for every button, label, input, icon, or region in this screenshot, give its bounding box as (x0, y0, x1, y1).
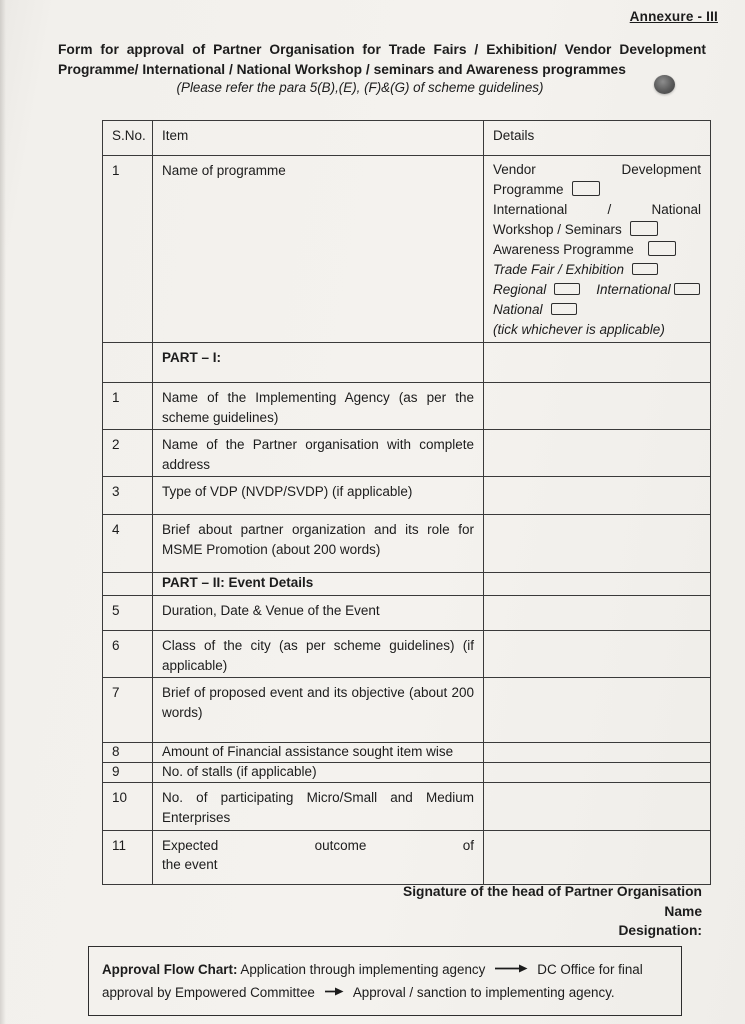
table-row-class-of-city (103, 631, 711, 678)
cell-item: Duration, Date & Venue of the Event (153, 596, 484, 631)
option-line-international-national: International / National (493, 202, 701, 217)
table-row-participating-enterprises (103, 783, 711, 830)
table-row-part2-heading (103, 573, 711, 596)
cell-sno: 2 (103, 430, 153, 477)
option-line-awareness-programme: Awareness Programme (493, 240, 701, 260)
cell-details-empty (484, 830, 711, 884)
cell-sno: 4 (103, 515, 153, 573)
cell-item: Class of the city (as per scheme guidelines) (if applicable) (153, 631, 484, 678)
expected-outcome-line1: Expected outcome of (162, 837, 474, 853)
cell-details-empty (484, 678, 711, 743)
cell-details-empty (484, 573, 711, 596)
form-subtitle: (Please refer the para 5(B),(E), (F)&(G) of scheme guidelines) (176, 80, 544, 95)
table-row-name-of-programme (103, 156, 711, 343)
cell-sno: 11 (103, 830, 153, 884)
table-row-implementing-agency (103, 383, 711, 430)
option-line-national: National (493, 300, 701, 320)
signature-line: Signature of the head of Partner Organisation (403, 884, 702, 899)
option-line-programme: Programme (493, 180, 701, 200)
cell-details-empty (484, 515, 711, 573)
cell-item: Brief about partner organization and its role for MSME Promotion (about 200 words) (153, 515, 484, 573)
cell-details-empty (484, 783, 711, 830)
cell-details-empty (484, 430, 711, 477)
cell-details-empty (484, 631, 711, 678)
flow-step-sanction: Approval / sanction to implementing agency. (352, 985, 615, 1000)
flow-step-application: Application through implementing agency (240, 962, 486, 977)
signature-block (403, 882, 702, 941)
cell-sno: 1 (103, 383, 153, 430)
cell-item: Name of programme (153, 156, 484, 343)
annexure-label: Annexure - III (629, 9, 718, 24)
table-row-partner-organisation (103, 430, 711, 477)
approval-form-table (102, 120, 711, 885)
expected-outcome-line2: the event (162, 857, 218, 873)
cell-item: Name of the Partner organisation with complete address (153, 430, 484, 477)
cell-sno: 9 (103, 763, 153, 783)
cell-item (153, 830, 484, 884)
cell-sno: 5 (103, 596, 153, 631)
cell-details-programme-options (484, 156, 711, 343)
cell-sno: 1 (103, 156, 153, 343)
cell-details-empty (484, 477, 711, 515)
cell-sno: 10 (103, 783, 153, 830)
option-line-workshop-seminars: Workshop / Seminars (493, 220, 701, 240)
option-line-trade-fair-exhibition: Trade Fair / Exhibition (493, 260, 701, 280)
table-row-no-of-stalls (103, 763, 711, 783)
option-line-regional-international: Regional International (493, 280, 701, 300)
cell-sno: 6 (103, 631, 153, 678)
signature-name-line: Name (664, 903, 702, 919)
checkbox-national[interactable] (551, 303, 577, 315)
cell-sno-empty (103, 343, 153, 383)
checkbox-international[interactable] (674, 283, 700, 295)
cell-item: Amount of Financial assistance sought item wise (153, 743, 484, 763)
table-row-type-of-vdp (103, 477, 711, 515)
cell-details-empty (484, 343, 711, 383)
flow-chart-label: Approval Flow Chart: (102, 962, 238, 977)
option-line-vendor-development: Vendor Development (493, 162, 701, 177)
cell-details-empty (484, 383, 711, 430)
cell-sno: 3 (103, 477, 153, 515)
cell-item: Type of VDP (NVDP/SVDP) (if applicable) (153, 477, 484, 515)
table-row-brief-about-partner (103, 515, 711, 573)
cell-sno: 8 (103, 743, 153, 763)
part2-heading: PART – II: Event Details (153, 573, 484, 596)
long-right-arrow-icon (494, 958, 528, 981)
part1-heading: PART – I: (153, 343, 484, 383)
cell-sno-empty (103, 573, 153, 596)
cell-details-empty (484, 743, 711, 763)
signature-designation-line: Designation: (618, 923, 702, 938)
table-row-brief-of-proposed-event (103, 678, 711, 743)
cell-details-empty (484, 596, 711, 631)
table-row-financial-assistance (103, 743, 711, 763)
cell-item: Name of the Implementing Agency (as per the scheme guidelines) (153, 383, 484, 430)
col-header-item: Item (153, 121, 484, 156)
checkbox-regional[interactable] (554, 283, 580, 295)
checkbox-workshop-seminars[interactable] (630, 221, 658, 236)
form-title: Form for approval of Partner Organisation for Trade Fairs / Exhibition/ Vendor Development Programme/ International / National Workshop / seminars and Awareness programmes (58, 42, 706, 77)
tick-instruction: (tick whichever is applicable) (493, 322, 665, 337)
cell-details-empty (484, 763, 711, 783)
table-header-row (103, 121, 711, 156)
checkbox-trade-fair-exhibition[interactable] (632, 263, 658, 275)
cell-item: Brief of proposed event and its objective (about 200 words) (153, 678, 484, 743)
table-row-expected-outcome (103, 830, 711, 884)
scan-artifact-dot (654, 75, 675, 94)
right-arrow-icon (324, 981, 344, 1004)
cell-item: No. of participating Micro/Small and Medium Enterprises (153, 783, 484, 830)
cell-item: No. of stalls (if applicable) (153, 763, 484, 783)
checkbox-vendor-development-programme[interactable] (572, 181, 600, 196)
checkbox-awareness-programme[interactable] (648, 241, 676, 256)
approval-flow-chart-box (88, 946, 682, 1016)
table-row-duration-date-venue (103, 596, 711, 631)
table-row-part1-heading (103, 343, 711, 383)
col-header-details: Details (484, 121, 711, 156)
col-header-sno: S.No. (103, 121, 153, 156)
cell-sno: 7 (103, 678, 153, 743)
flow-step-dc-office: DC Office for final approval by Empowered Committee (102, 962, 643, 1000)
